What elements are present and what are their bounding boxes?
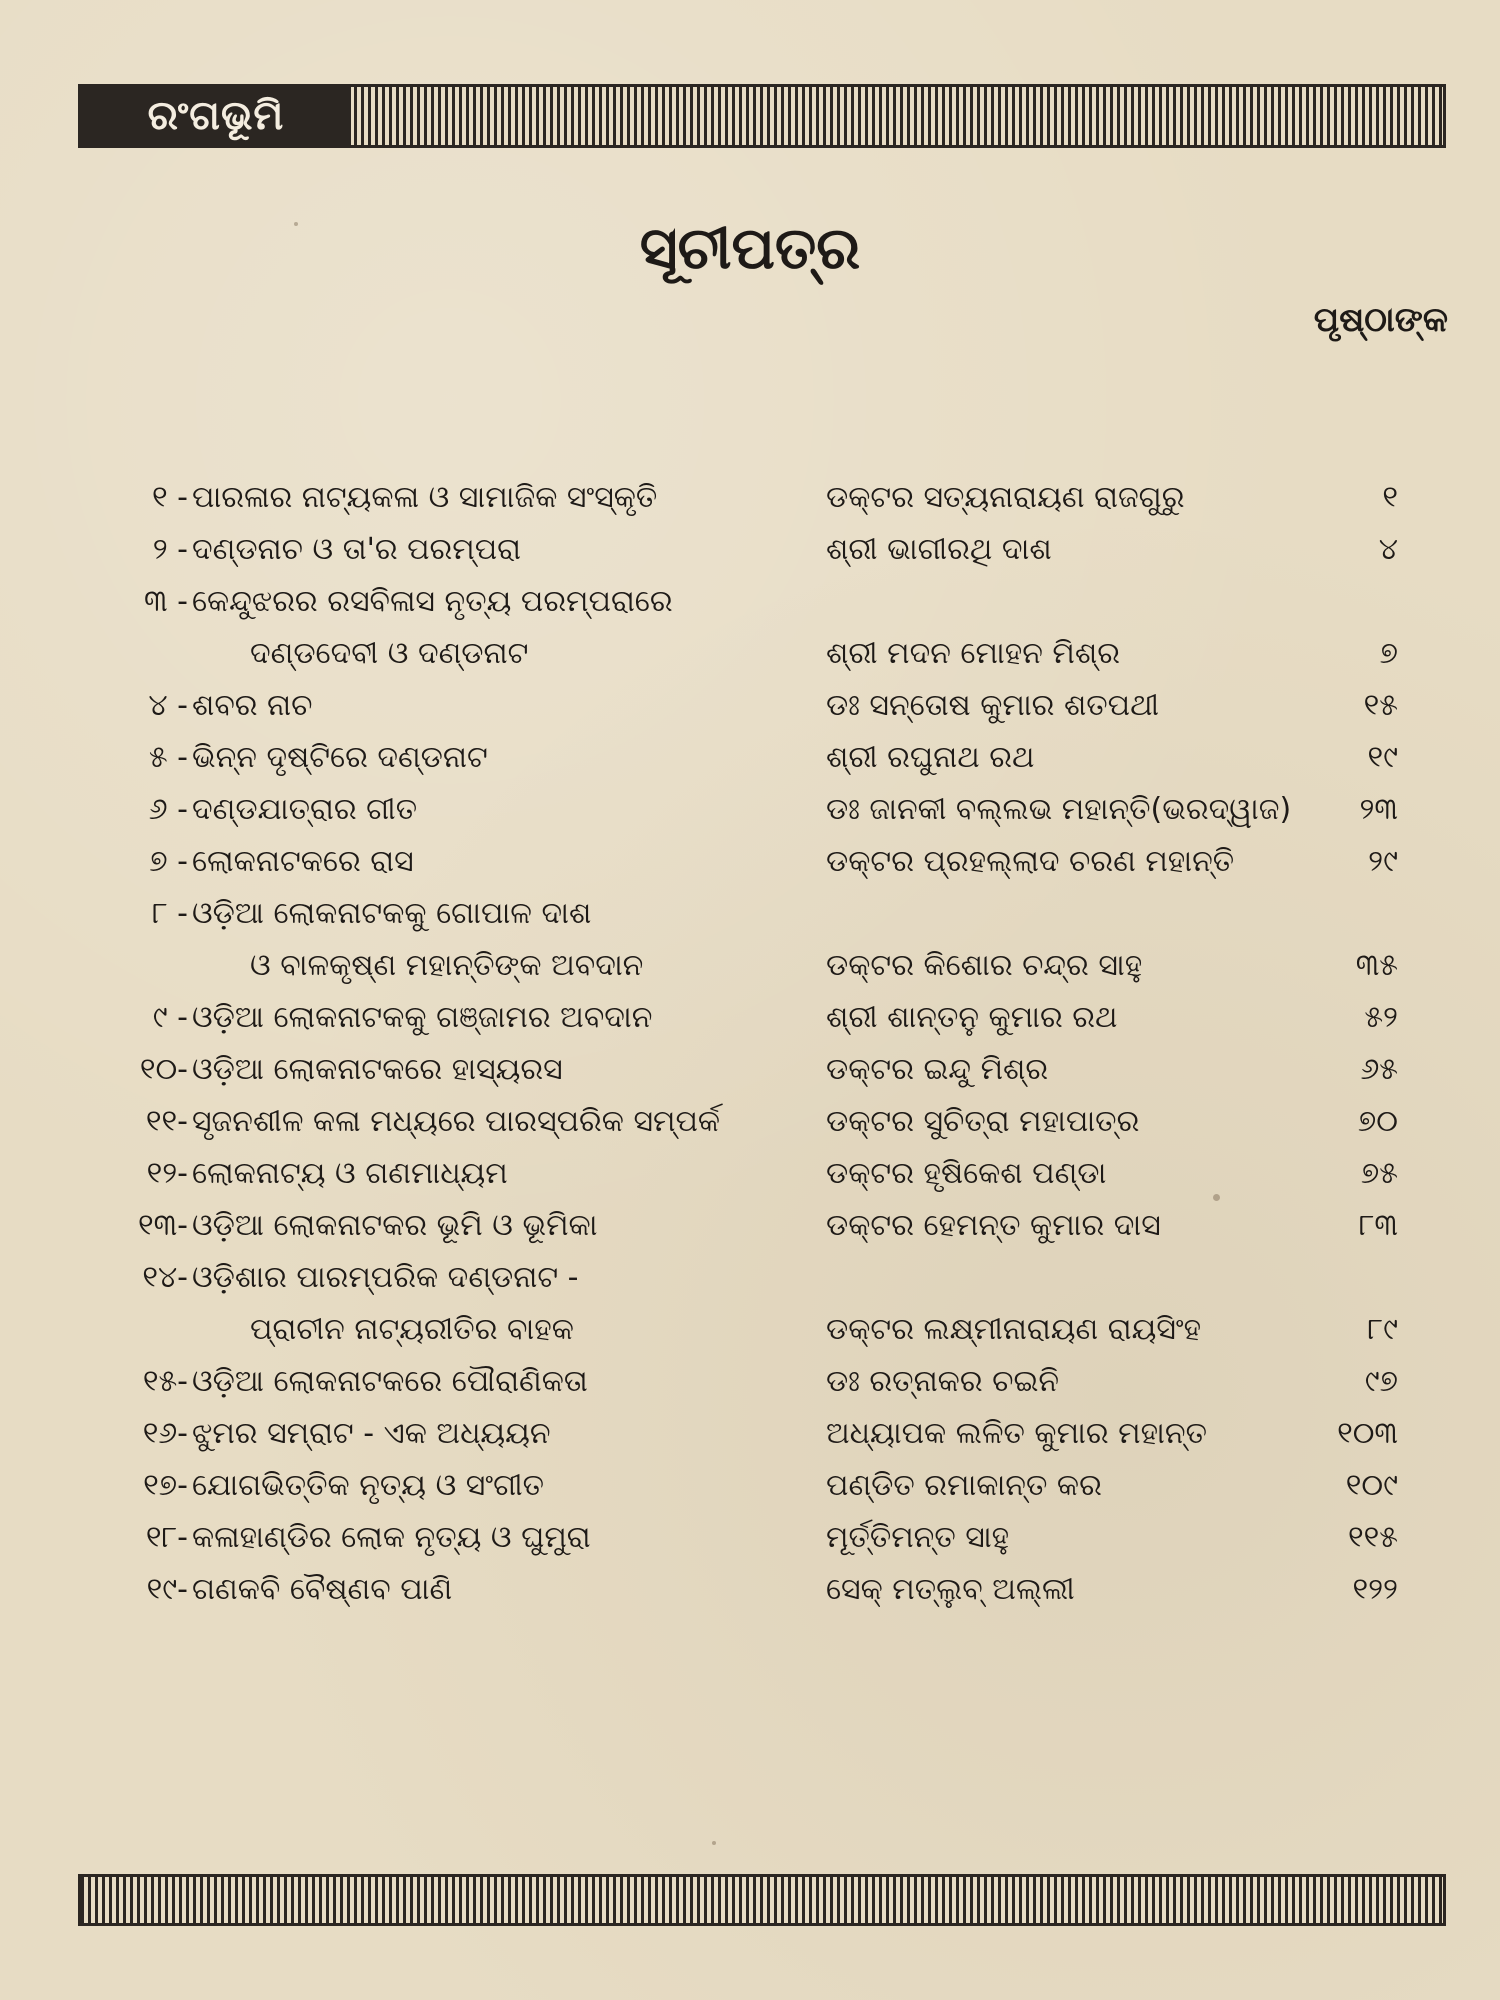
toc-number: ୪ -: [148, 688, 188, 723]
toc-title: ଯୋଗଭିତ୍ତିକ ନୃତ୍ୟ ଓ ସଂଗୀତ: [192, 1468, 545, 1503]
toc-page: ୧୧୫: [1348, 1520, 1398, 1555]
toc-title: ଭିନ୍ନ ଦୃଷ୍ଟିରେ ଦଣ୍ଡନାଟ: [192, 740, 488, 775]
toc-author: ଡକ୍ଟର ଇନ୍ଦୁ ମିଶ୍ର: [826, 1052, 1049, 1087]
toc-title-line-1: କେନ୍ଦୁଝରର ରସବିଳାସ ନୃତ୍ୟ ପରମ୍ପରାରେ: [192, 584, 673, 619]
toc-title: ଓଡ଼ିଆ ଲୋକନାଟକକୁ ଗଞ୍ଜାମର ଅବଦାନ: [192, 1000, 653, 1035]
toc-title-block: [192, 1148, 882, 1200]
toc-number: ୧୪-: [142, 1260, 188, 1295]
toc-author: ଡକ୍ଟର ଲକ୍ଷ୍ମୀନାରାୟଣ ରାୟସିଂହ: [826, 1312, 1202, 1347]
toc-author: ଶ୍ରୀ ରଘୁନାଥ ରଥ: [826, 740, 1035, 775]
toc-title: ଶବର ନାଚ: [192, 688, 313, 723]
toc-row: [108, 1096, 1398, 1148]
toc-title: ଲୋକନାଟକରେ ରାସ: [192, 844, 414, 879]
toc-title-line-1: ଓଡ଼ିଶାର ପାରମ୍ପରିକ ଦଣ୍ଡନାଟ -: [192, 1260, 579, 1295]
toc-author: ମୂର୍ତ୍ତିମନ୍ତ ସାହୁ: [826, 1520, 1010, 1555]
toc-page: ୪: [1378, 532, 1398, 567]
toc-row: [108, 1044, 1398, 1096]
top-decorative-band: [78, 84, 1446, 148]
toc-row: [108, 1512, 1398, 1564]
bottom-decorative-band: [78, 1874, 1446, 1926]
toc-title: ସୃଜନଶୀଳ କଳା ମଧ୍ୟରେ ପାରସ୍ପରିକ ସମ୍ପର୍କ: [192, 1104, 721, 1139]
toc-author: ଡଃ ଜାନକୀ ବଲ୍ଲଭ ମହାନ୍ତି(ଭରଦ୍ୱାଜ): [826, 792, 1292, 827]
toc-row: [108, 784, 1398, 836]
toc-page: ୫୨: [1364, 1000, 1398, 1035]
toc-title-block: [192, 1564, 882, 1616]
toc-row: [108, 1148, 1398, 1200]
toc-page: ୧୯: [1367, 740, 1398, 775]
toc-row: [108, 472, 1398, 524]
toc-number: ୧୩-: [137, 1208, 188, 1243]
toc-row: [108, 1460, 1398, 1512]
toc-title: ଓଡ଼ିଆ ଲୋକନାଟକରେ ପୌରାଣିକତା: [192, 1364, 588, 1399]
toc-author: ଡକ୍ଟର କିଶୋର ଚନ୍ଦ୍ର ସାହୁ: [826, 948, 1143, 983]
toc-title-block: [192, 576, 882, 680]
toc-author: ଡକ୍ଟର ପ୍ରହଲ୍ଲାଦ ଚରଣ ମହାନ୍ତି: [826, 844, 1235, 879]
toc-title-block: [192, 836, 882, 888]
toc-title-block: [192, 472, 882, 524]
toc-number: ୩ -: [144, 584, 188, 619]
toc-page: ୬୫: [1360, 1052, 1398, 1087]
toc-title: ଲୋକନାଟ୍ୟ ଓ ଗଣମାଧ୍ୟମ: [192, 1156, 508, 1191]
toc-number: ୮ -: [151, 896, 188, 931]
toc-title-block: [192, 524, 882, 576]
toc-row: [108, 732, 1398, 784]
toc-title-line-2: ଓ ବାଳକୃଷ୍ଣ ମହାନ୍ତିଙ୍କ ଅବଦାନ: [250, 948, 644, 983]
toc-page: ୧୫: [1363, 688, 1398, 723]
toc-title-block: [192, 1460, 882, 1512]
toc-author: ଶ୍ରୀ ମଦନ ମୋହନ ମିଶ୍ର: [826, 636, 1120, 671]
toc-number: ୫ -: [148, 740, 188, 775]
toc-page: ୨୯: [1368, 844, 1398, 879]
toc-row: [108, 1200, 1398, 1252]
toc-page: ୧: [1382, 480, 1398, 515]
toc-number: ୧୦-: [139, 1052, 188, 1087]
toc-title-block: [192, 888, 882, 992]
toc-title: ପାରଳାର ନାଟ୍ୟକଳା ଓ ସାମାଜିକ ସଂସ୍କୃତି: [192, 480, 658, 515]
toc-number: ୧୬-: [142, 1416, 188, 1451]
toc-row: [108, 1356, 1398, 1408]
toc-title-line-2: ଦଣ୍ଡଦେବୀ ଓ ଦଣ୍ଡନାଟ: [250, 636, 529, 671]
paper-speck: [294, 222, 298, 226]
toc-title-line-1: ଓଡ଼ିଆ ଲୋକନାଟକକୁ ଗୋପାଳ ଦାଶ: [192, 896, 592, 931]
toc-title: ଝୁମର ସମ୍ରାଟ - ଏକ ଅଧ୍ୟୟନ: [192, 1416, 551, 1451]
toc-title-block: [192, 1512, 882, 1564]
toc-author: ଅଧ୍ୟାପକ ଲଳିତ କୁମାର ମହାନ୍ତ: [826, 1416, 1207, 1451]
toc-author: ଶ୍ରୀ ଭାଗୀରଥି ଦାଶ: [826, 532, 1052, 567]
toc-title-block: [192, 1252, 882, 1356]
toc-page: ୯୭: [1364, 1364, 1398, 1399]
toc-title: ଓଡ଼ିଆ ଲୋକନାଟକରେ ହାସ୍ୟରସ: [192, 1052, 563, 1087]
toc-title-block: [192, 784, 882, 836]
toc-title: ଗଣକବି ବୈଷ୍ଣବ ପାଣି: [192, 1572, 453, 1607]
toc-title: କଳାହାଣ୍ଡିର ଲୋକ ନୃତ୍ୟ ଓ ଘୁମୁରା: [192, 1520, 591, 1555]
toc-title-block: [192, 1096, 882, 1148]
toc-author: ଡକ୍ଟର ହୃଷିକେଶ ପଣ୍ଡା: [826, 1156, 1107, 1191]
toc-title-block: [192, 732, 882, 784]
masthead-label: ରଂଗଭୂମି: [147, 93, 285, 139]
toc-page: ୭୦: [1357, 1104, 1398, 1139]
toc-row: [108, 1408, 1398, 1460]
toc-number: ୧୭-: [143, 1468, 188, 1503]
toc-number: ୧୫-: [142, 1364, 188, 1399]
page-title: ସୂଚୀପତ୍ର: [639, 214, 861, 282]
toc-title: ଦଣ୍ଡଯାତ୍ରାର ଗୀତ: [192, 792, 418, 827]
table-of-contents: [108, 472, 1398, 1616]
toc-title-block: [192, 1044, 882, 1096]
toc-page: ୭: [1379, 636, 1398, 671]
toc-row: [108, 888, 1398, 992]
toc-title-block: [192, 1408, 882, 1460]
toc-page: ୮୯: [1367, 1312, 1398, 1347]
toc-number: ୨ -: [152, 532, 188, 567]
toc-author: ଶ୍ରୀ ଶାନ୍ତନୁ କୁମାର ରଥ: [826, 1000, 1118, 1035]
page-number-header: ପୃଷ୍ଠାଙ୍କ: [1313, 300, 1448, 340]
toc-number: ୧୮-: [145, 1520, 188, 1555]
toc-author: ଡଃ ସନ୍ତୋଷ କୁମାର ଶତପଥୀ: [826, 688, 1160, 723]
toc-author: ଡଃ ରତ୍ନାକର ଚଇନି: [826, 1364, 1060, 1399]
toc-page: ୧୨୨: [1352, 1572, 1398, 1607]
toc-page: ୭୫: [1360, 1156, 1398, 1191]
toc-author: ଡକ୍ଟର ସତ୍ୟନାରାୟଣ ରାଜଗୁରୁ: [826, 480, 1185, 515]
toc-number: ୯ -: [152, 1000, 188, 1035]
toc-row: [108, 680, 1398, 732]
toc-row: [108, 576, 1398, 680]
toc-title-block: [192, 1200, 882, 1252]
toc-row: [108, 836, 1398, 888]
toc-author: ଡକ୍ଟର ହେମନ୍ତ କୁମାର ଦାସ: [826, 1208, 1161, 1243]
toc-title: ଓଡ଼ିଆ ଲୋକନାଟକର ଭୂମି ଓ ଭୂମିକା: [192, 1208, 598, 1243]
toc-title-block: [192, 1356, 882, 1408]
toc-page: ୩୫: [1355, 948, 1398, 983]
toc-author: ପଣ୍ଡିତ ରମାକାନ୍ତ କର: [826, 1468, 1102, 1503]
toc-page: ୮୩: [1358, 1208, 1398, 1243]
toc-title-block: [192, 680, 882, 732]
toc-number: ୧୯-: [146, 1572, 188, 1607]
toc-title-block: [192, 992, 882, 1044]
toc-row: [108, 524, 1398, 576]
masthead-tab: [81, 87, 351, 145]
toc-row: [108, 1252, 1398, 1356]
toc-page: ୧୦୯: [1345, 1468, 1398, 1503]
toc-row: [108, 1564, 1398, 1616]
toc-number: ୭ -: [149, 844, 188, 879]
toc-author: ଡକ୍ଟର ସୁଚିତ୍ରା ମହାପାତ୍ର: [826, 1104, 1140, 1139]
toc-page: ୨୩: [1359, 792, 1398, 827]
paper-speck: [712, 1841, 716, 1845]
toc-number: ୧ -: [152, 480, 188, 515]
toc-page: ୧୦୩: [1337, 1416, 1398, 1451]
toc-title-line-2: ପ୍ରାଚୀନ ନାଟ୍ୟରୀତିର ବାହକ: [250, 1312, 574, 1347]
toc-number: ୧୧-: [145, 1104, 188, 1139]
toc-title: ଦଣ୍ଡନାଚ ଓ ତା'ର ପରମ୍ପରା: [192, 532, 522, 567]
toc-row: [108, 992, 1398, 1044]
toc-number: ୧୨-: [146, 1156, 188, 1191]
toc-author: ସେକ୍ ମତ୍ଲୁବ୍ ଅଲ୍ଲୀ: [826, 1572, 1075, 1607]
toc-number: ୬ -: [148, 792, 188, 827]
paper-speck: [1213, 1194, 1220, 1201]
